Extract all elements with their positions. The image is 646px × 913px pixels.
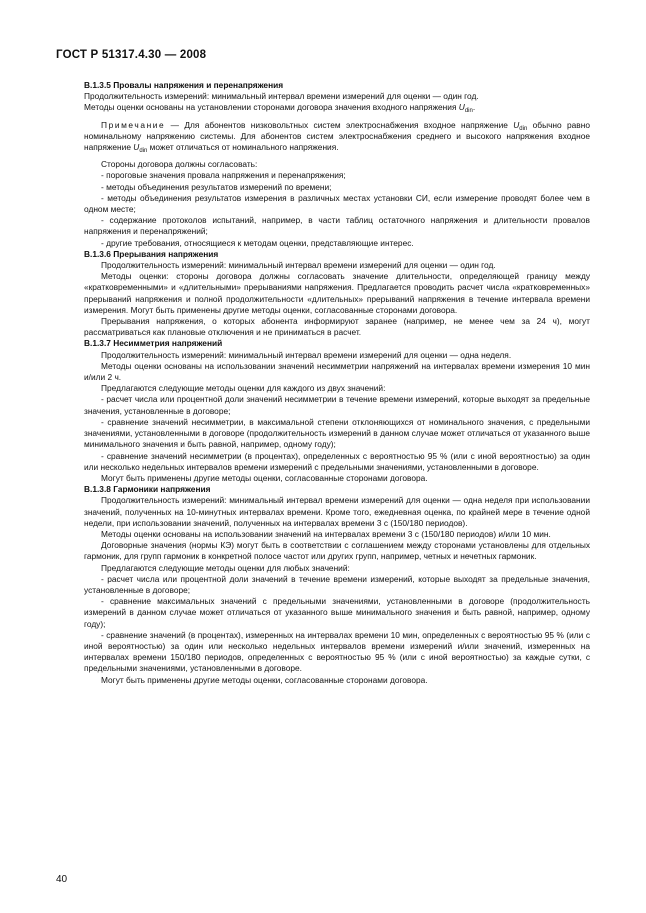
paragraph: Могут быть применены другие методы оценки, согласованные сторонами договора. [101,674,428,685]
list-item: - содержание протоколов испытаний, например, в части таблиц остаточного напряжения и длительности провалов напряжения и перенапряжений; [84,215,590,237]
paragraph: Договорные значения (нормы КЭ) могут быть в соответствии с соглашением между сторонами установлены для отдельных гармоник, для групп гармоник в конкретной полосе частот или других групп, например, четных и нечетных гармоник. [84,540,590,562]
note-label: Примечание [101,119,166,130]
page-body [84,80,590,686]
paragraph: Предлагаются следующие методы оценки для любых значений: [101,562,350,573]
list-item: - методы объединения результатов измерения в различных местах установки СИ, если измерение проводят более чем в одном месте; [84,192,590,215]
list-item: - сравнение значений (в процентах), измеренных на интервалах времени 10 мин, определенных с вероятностью 95 % (или с иной вероятностью) за один или несколько недельных интервалов времени измерений и/или значений, измеренных на интервалах времени 150/180 периодов, определенных с вероятностью 95 % (или с иной вероятностью) за каждые сутки, с предельными значениями, установленными в договоре. [84,629,590,674]
list-item: - сравнение максимальных значений с предельными значениями, установленными в договоре (продолжительность измерений в данном случае может отличаться от указанного выше минимального значения и быть равной, например, одному году); [84,596,590,629]
list-item: - расчет числа или процентной доли значений несимметрии в течение времени измерений, которые выходят за предельные значения, установленные в договоре; [84,394,590,416]
list-item: - сравнение значений несимметрии (в процентах), определенных с вероятностью 95 % (или с иной вероятностью) за один или несколько недельных интервалов времени измерений с предельными значениями, установленными в договоре. [84,450,590,472]
list-item: - пороговые значения провала напряжения и перенапряжения; [101,170,346,181]
paragraph: Продолжительность измерений: минимальный интервал времени измерений для оценки — один год. [84,91,479,102]
paragraph: Методы оценки основаны на использовании значений несимметрии напряжений на интервалах времени измерения 10 мин и/или 2 ч. [84,360,590,383]
paragraph: Прерывания напряжения, о которых абонента информируют заранее (например, не менее чем за 24 ч), могут рассматриваться как плановые отключения и не приниматься в расчет. [84,316,590,338]
list-item: - другие требования, относящиеся к методам оценки, представляющие интерес. [101,237,414,248]
paragraph: Методы оценки основаны на использовании значений на интервалах времени 3 с (150/180 периодов) и/или 10 мин. [101,528,551,539]
paragraph: Продолжительность измерений: минимальный интервал времени измерений для оценки — один год. [101,260,496,271]
section-heading-b138: В.1.3.8 Гармоники напряжения [84,484,211,495]
list-item: - сравнение значений несимметрии, в максимальной степени отклоняющихся от номинального значения, с предельными значениями, установленными в договоре (продолжительность измерений в данном случае может отличаться от указанного выше минимального значения и быть равной, например, одному году); [84,416,590,450]
list-item: - методы объединения результатов измерений по времени; [101,181,332,192]
list-item: - расчет числа или процентной доли значений в течение времени измерений, которые выходят за предельные значения, установленные в договоре; [84,573,590,595]
paragraph: Предлагаются следующие методы оценки для каждого из двух значений: [101,383,386,394]
paragraph: Методы оценки основаны на установлении сторонами договора значения входного напряжения $U_{din}$. [84,102,476,115]
paragraph: Методы оценки: стороны договора должны согласовать значение длительности, определяющей границу между «кратковременными» и «длительными» прерываниями напряжения. Предлагается проводить расчет числа «кратковременных» прерываний напряжения и полной продолжительности «длительных» прерываний напряжения в течение интервала времени измерения. Могут быть применены другие методы оценки, согласованные сторонами договора. [84,271,590,315]
paragraph: Продолжительность измерений: минимальный интервал времени измерений для оценки — одна неделя. [101,349,512,360]
page-number: 40 [56,874,68,885]
note: Примечание — Для абонентов низковольтных систем электроснабжения входное напряжение $U_{din}$ обычно равно номинальному напряжению системы. Для абонентов систем электроснабжения среднего и высокого напряжения входное напряжение $U_{din}$ может отличаться от номинального напряжения. [84,119,590,155]
paragraph: Могут быть применены другие методы оценки, согласованные сторонами договора. [101,472,428,483]
section-heading-b135: В.1.3.5 Провалы напряжения и перенапряжения [84,80,284,90]
document-header: ГОСТ Р 51317.4.30 — 2008 [56,49,207,61]
paragraph: Стороны договора должны согласовать: [101,159,258,170]
section-heading-b136: В.1.3.6 Прерывания напряжения [84,248,219,259]
paragraph: Продолжительность измерений: минимальный интервал времени измерений для оценки — одна неделя при использовании значений, полученных на 10-минутных интервалах времени. Кроме того, ежедневная оценка, по крайней мере в течение одной недели, при использовании значений, полученных на интервалах времени 3 с (150/180 периодов). [84,495,590,528]
section-heading-b137: В.1.3.7 Несимметрия напряжений [84,338,223,349]
